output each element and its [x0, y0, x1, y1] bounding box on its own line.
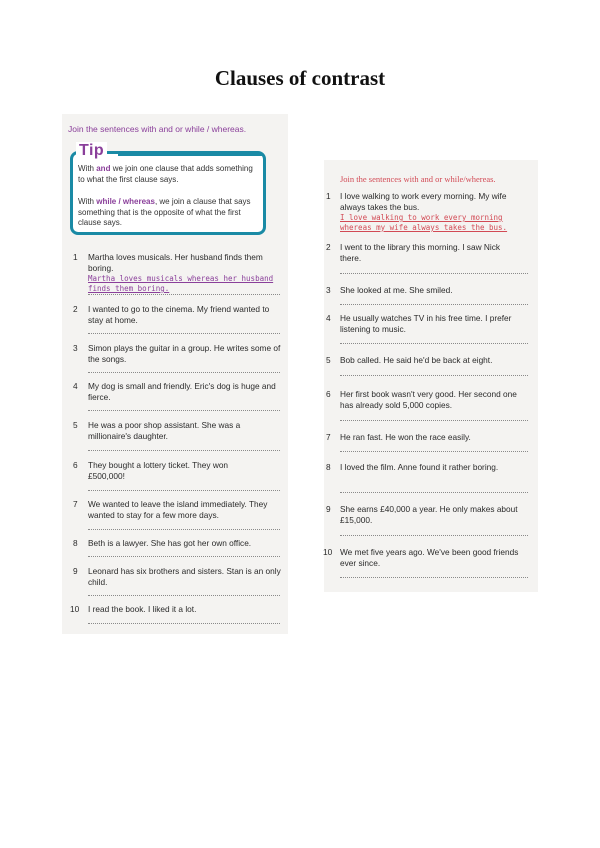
answer-line[interactable] [88, 490, 280, 491]
tip-paragraph-2 [78, 197, 260, 229]
answer-line[interactable] [340, 420, 528, 421]
item-number: 4 [73, 381, 78, 391]
answer-line[interactable] [88, 410, 280, 411]
item-sentence: I love walking to work every morning. My wife always takes the bus. [340, 191, 507, 212]
answer-line[interactable] [340, 304, 528, 305]
item-sentence: I read the book. I liked it a lot. [88, 604, 197, 614]
answer-line[interactable] [340, 273, 528, 274]
item-number: 7 [326, 432, 331, 442]
answer-line[interactable] [340, 535, 528, 536]
item-sentence: I loved the film. Anne found it rather boring. [340, 462, 499, 472]
item-sentence: Leonard has six brothers and sisters. Stan is an only child. [88, 566, 281, 587]
tip-p2-pre: With [78, 197, 97, 206]
item-sentence: Her first book wasn't very good. Her second one has already sold 5,000 copies. [340, 389, 517, 410]
item-sentence: My dog is small and friendly. Eric's dog is huge and fierce. [88, 381, 276, 402]
answer-line[interactable] [88, 595, 280, 596]
tip-p2-post: , we join a clause that says something that is the opposite of what the first clause says. [78, 197, 251, 227]
item-sentence: Bob called. He said he'd be back at eight. [340, 355, 493, 365]
answer-line[interactable] [340, 375, 528, 376]
tip-paragraph-1 [78, 164, 260, 185]
item-sentence: He usually watches TV in his free time. I prefer listening to music. [340, 313, 512, 334]
item-number: 2 [326, 242, 331, 252]
left-instruction-text: Join the sentences with and or while / whereas. [68, 124, 247, 134]
item-number: 3 [73, 343, 78, 353]
tip-rule [118, 154, 264, 156]
answer-line[interactable] [88, 529, 280, 530]
tip-keyword-and: and [96, 164, 111, 173]
item-number: 3 [326, 285, 331, 295]
item-number: 8 [73, 538, 78, 548]
right-instruction: Join the sentences with and or while/whereas. [340, 174, 496, 184]
answer-line[interactable]: I love walking to work every morning whereas my wife always takes the bus. [340, 213, 508, 232]
item-number: 2 [73, 304, 78, 314]
item-number: 6 [326, 389, 331, 399]
tip-label: Tip [76, 142, 107, 160]
item-number: 1 [73, 252, 78, 262]
item-number: 4 [326, 313, 331, 323]
item-sentence: Beth is a lawyer. She has got her own office. [88, 538, 252, 548]
tip-keyword-while-whereas: while / whereas [96, 197, 155, 206]
item-number: 8 [326, 462, 331, 472]
item-number: 10 [323, 547, 333, 557]
page-title: Clauses of contrast [214, 66, 386, 90]
item-sentence: I went to the library this morning. I saw Nick there. [340, 242, 501, 263]
answer-line[interactable] [88, 333, 280, 334]
item-sentence: I wanted to go to the cinema. My friend wanted to stay at home. [88, 304, 270, 325]
answer-line[interactable] [340, 451, 528, 452]
item-sentence: Simon plays the guitar in a group. He writes some of the songs. [88, 343, 281, 364]
answer-line[interactable] [88, 623, 280, 624]
item-sentence: Martha loves musicals. Her husband finds them boring. [88, 252, 263, 273]
tip-p1-post: we join one clause that adds something to what the first clause says. [78, 164, 253, 184]
answer-line[interactable] [88, 556, 280, 557]
answer-line[interactable]: Martha loves musicals whereas her husband finds them boring. [88, 274, 274, 293]
answer-line[interactable] [340, 492, 528, 493]
answer-line[interactable] [88, 450, 280, 451]
item-number: 9 [73, 566, 78, 576]
item-number: 7 [73, 499, 78, 509]
item-sentence: We wanted to leave the island immediately. They wanted to stay for a few more days. [88, 499, 268, 520]
item-number: 5 [73, 420, 78, 430]
answer-line-rule [88, 294, 280, 295]
item-sentence: He was a poor shop assistant. She was a millionaire's daughter. [88, 420, 241, 441]
item-number: 10 [70, 604, 80, 614]
tip-p1-pre: With [78, 164, 97, 173]
item-sentence: They bought a lottery ticket. They won £500,000! [88, 460, 229, 481]
item-number: 6 [73, 460, 78, 470]
left-instruction [68, 124, 246, 135]
item-sentence: He ran fast. He won the race easily. [340, 432, 471, 442]
answer-line[interactable] [340, 343, 528, 344]
item-number: 1 [326, 191, 331, 201]
answer-line[interactable] [340, 577, 528, 578]
item-sentence: She earns £40,000 a year. He only makes about £15,000. [340, 504, 518, 525]
item-number: 9 [326, 504, 331, 514]
item-number: 5 [326, 355, 331, 365]
item-sentence: She looked at me. She smiled. [340, 285, 453, 295]
item-sentence: We met five years ago. We've been good friends ever since. [340, 547, 519, 568]
answer-line[interactable] [88, 372, 280, 373]
